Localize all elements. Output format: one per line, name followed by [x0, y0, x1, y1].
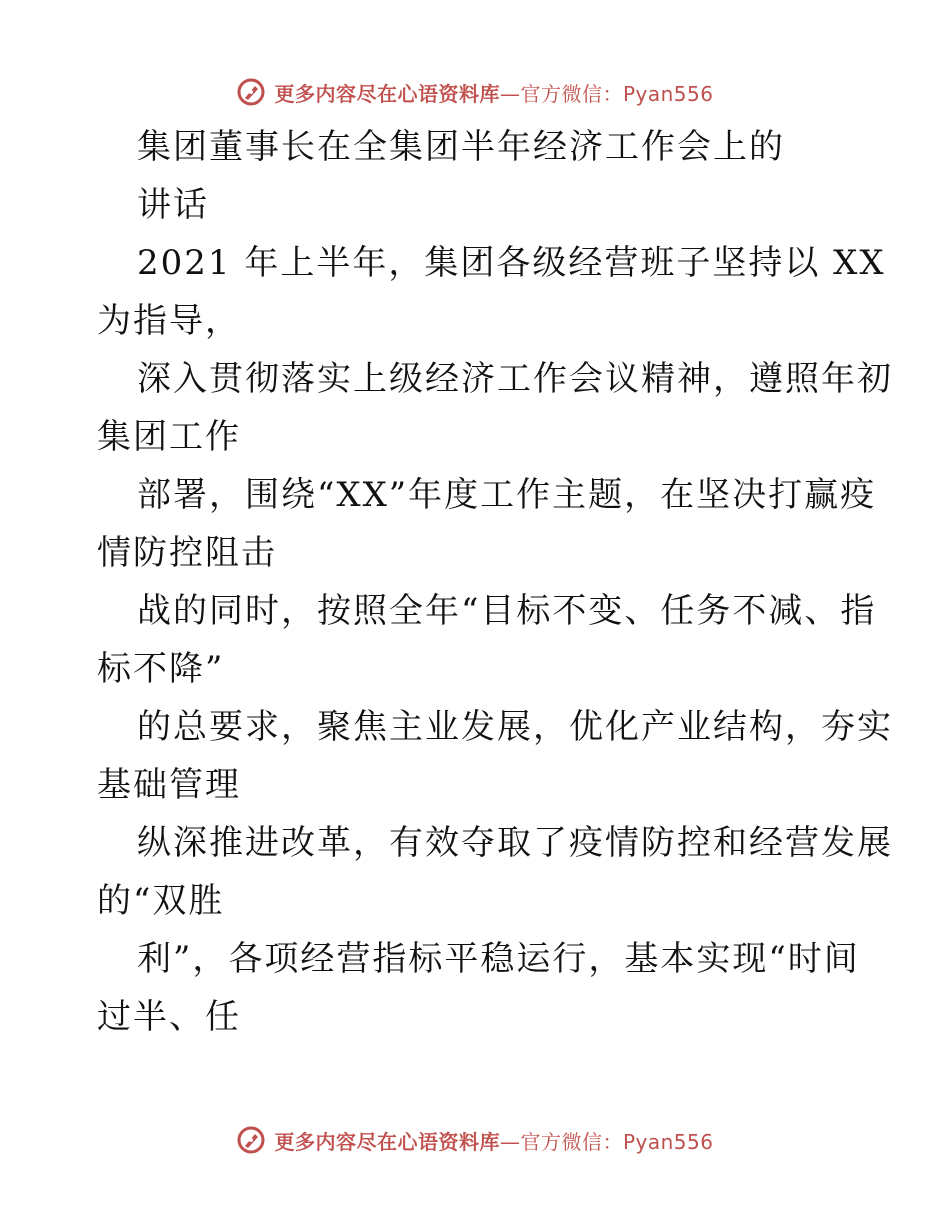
text-line: 基础管理 — [97, 765, 241, 805]
text-line: 过半、任 — [97, 997, 241, 1037]
watermark-main: 更多内容尽在心语资料库 — [274, 81, 500, 106]
watermark-wechat: 官方微信：Pyan556 — [520, 81, 714, 106]
text-line: 集团工作 — [97, 417, 241, 457]
text-line: 的总要求，聚焦主业发展，优化产业结构，夯实 — [137, 707, 893, 747]
text-line: 集团董事长在全集团半年经济工作会上的 — [137, 127, 785, 167]
text-line: 为指导， — [97, 301, 241, 341]
text-line: 的“双胜 — [97, 881, 225, 921]
text-line: 战的同时，按照全年“目标不变、任务不减、指 — [137, 591, 877, 631]
text-line: 讲话 — [137, 185, 209, 225]
watermark-main: 更多内容尽在心语资料库 — [274, 1129, 500, 1154]
document-body — [97, 118, 893, 1046]
footer-watermark — [0, 1120, 950, 1160]
text-line: 情防控阻击 — [97, 533, 277, 573]
watermark-wechat: 官方微信：Pyan556 — [520, 1129, 714, 1154]
watermark-separator: — — [499, 1129, 521, 1154]
watermark-text — [274, 1126, 713, 1155]
header-watermark — [0, 72, 950, 112]
text-line: 2021 年上半年，集团各级经营班子坚持以 XX — [137, 243, 886, 283]
text-line: 纵深推进改革，有效夺取了疫情防控和经营发展 — [137, 823, 893, 863]
pen-nib-circle-icon — [236, 77, 266, 107]
watermark-separator: — — [499, 81, 521, 106]
pen-nib-circle-icon — [236, 1125, 266, 1155]
watermark-text — [274, 78, 713, 107]
text-line: 部署，围绕“XX”年度工作主题，在坚决打赢疫 — [137, 475, 877, 515]
text-line: 利”，各项经营指标平稳运行，基本实现“时间 — [137, 939, 860, 979]
text-line: 深入贯彻落实上级经济工作会议精神，遵照年初 — [137, 359, 893, 399]
text-line: 标不降” — [97, 649, 225, 689]
